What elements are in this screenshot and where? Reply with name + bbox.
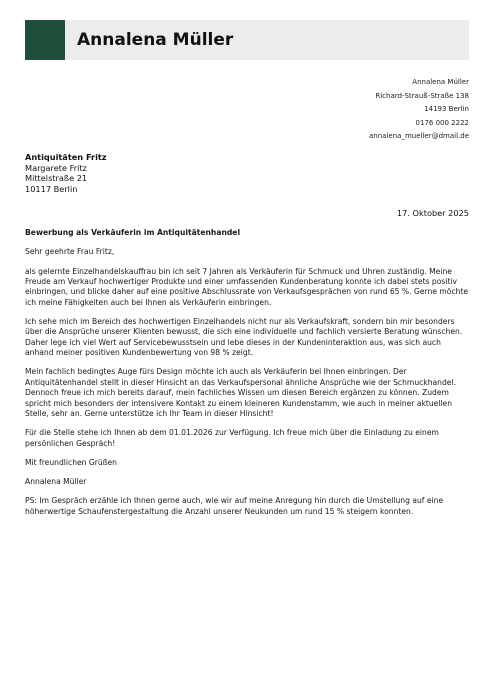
postscript: PS: Im Gespräch erzähle ich Ihnen gerne auch, wie wir auf meine Anregung hin durch die Umstellung auf eine höherwertige Schaufenstergestaltung die Anzahl unserer Neukunden um rund 15 % steigern konnten. — [25, 496, 444, 516]
applicant-name-title: Annalena Müller — [77, 30, 234, 50]
accent-block — [25, 20, 65, 60]
signature: Annalena Müller — [25, 477, 87, 487]
letter-subject: Bewerbung als Verkäuferin im Antiquitätenhandel — [25, 228, 241, 237]
sender-email: annalena_mueller@dmail.de — [369, 132, 469, 140]
recipient-contact: Margarete Fritz — [25, 162, 87, 173]
recipient-city: 10117 Berlin — [25, 183, 78, 194]
recipient-company: Antiquitäten Fritz — [25, 152, 107, 162]
salutation: Sehr geehrte Frau Fritz, — [25, 247, 115, 257]
letter-date: 17. Oktober 2025 — [396, 208, 469, 218]
recipient-street: Mittelstraße 21 — [25, 173, 88, 183]
paragraph-3: Mein fachlich bedingtes Auge fürs Design möchte ich auch als Verkäuferin bei Ihnen einbringen. Der Antiquitätenhandel stellt in dieser Hinsicht an das Verkaufspersonal ähnliche Ansprüche wie der Schmuckhandel. Dennoch freue ich mich bereits darauf, mein fachliches Wissen um diesen Bereich ergänzen zu können. Zudem spricht mich besonders der intensivere Kontakt zu einem kleineren Kundenstamm, wie auch in meiner aktuellen Stelle, sehr an. Gerne unterstütze ich Ihr Team in dieser Hinsicht! — [25, 367, 456, 419]
paragraph-4: Für die Stelle stehe ich Ihnen ab dem 01.01.2026 zur Verfügung. Ich freue mich über die Einladung zu einem persönlichen Gespräch! — [25, 428, 439, 448]
letter-body — [25, 228, 469, 526]
sender-name: Annalena Müller — [412, 78, 469, 86]
header-bar — [25, 20, 469, 60]
paragraph-2: Ich sehe mich im Bereich des hochwertigen Einzelhandels nicht nur als Verkaufskraft, sondern bin mir besonders über die Ansprüche unserer Klienten bewusst, die sich eine individuelle und fachlich versierte Beratung wünschen. Daher lege ich viel Wert auf Servicebewusstsein und lebe dieses in der Kundeninteraktion aus, was sich auch anhand meiner positiven Kundenbewertung von 98 % zeigt. — [25, 317, 463, 358]
paragraph-1: als gelernte Einzelhandelskauffrau bin ich seit 7 Jahren als Verkäuferin für Schmuck und Uhren zuständig. Meine Freude am Verkauf hochwertiger Produkte und einer umfassenden Kundenberatung konnte ich dabei stets positiv einbringen, und blicke daher auf eine positive Abschlussrate von Verkaufsgesprächen von rund 65 %. Gerne möchte ich meine Fähigkeiten auch bei Ihnen als Verkäuferin einbringen. — [25, 266, 469, 307]
sender-city: 14193 Berlin — [424, 105, 469, 113]
sender-address-block — [369, 76, 469, 144]
recipient-address-block — [25, 152, 107, 194]
sender-phone: 0176 000 2222 — [415, 118, 469, 127]
closing: Mit freundlichen Grüßen — [25, 457, 117, 467]
sender-street: Richard-Strauß-Straße 138 — [375, 91, 469, 100]
